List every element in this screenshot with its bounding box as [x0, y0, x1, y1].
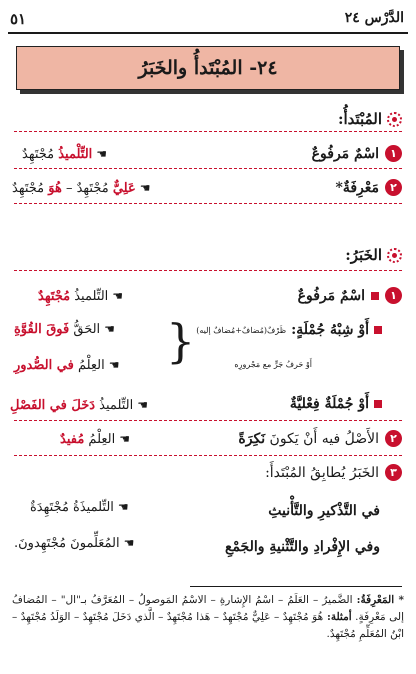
dashed-separator: [14, 131, 402, 132]
brace: {: [166, 314, 196, 368]
footnote-rule: [190, 586, 402, 587]
note: أَوْ حَرفُ جَرٍّ مع مَجْرورِه: [234, 360, 312, 369]
rule-row: [268, 500, 380, 519]
section-heading: المُبْتَدأُ:: [337, 110, 382, 128]
rule-text: في التَّذْكيرِ والتَّأْنيثِ: [268, 503, 380, 519]
rule-row: [290, 396, 382, 412]
number-badge: ٢: [385, 430, 402, 447]
page-number: ٥١: [10, 10, 27, 28]
example: ☚ التِّلميذُ مُجْتَهِدٌ: [38, 289, 124, 304]
rule-text: أَوْ جُمْلَةٌ فِعْليَّةٌ: [289, 396, 369, 412]
rule-text: وفي الإِفْرادِ والتَّثْنيةِ والجَمْعِ: [225, 539, 380, 555]
pointing-hand-icon: ☚: [96, 147, 108, 161]
rule-row: ٢ الأَصْلُ فيه أَنْ يَكونَ نَكِرَةً: [238, 430, 402, 447]
example: ☚ الحَقُّ فَوقَ القُوَّةِ: [14, 322, 115, 337]
rule-text: الخَبَرُ يُطابِقُ المُبْتَدأَ:: [265, 464, 379, 481]
footnote: * المَعْرِفَةُ: الضَّميرُ – العَلَمُ – اسْمُ الإِشارةِ – الاسْمُ المَوصولُ – المُعَرَّفُ بـ"ال" – المُضافُ إلى مَعْرِفَةٍ. أمثلة: هُوَ مُجْتَهِدٌ – عَلِيٌّ مُجْتَهِدٌ – هَذا مُجْتَهِدٌ – الَّذي دَخَلَ مُجْتَهِدٌ – الوَلَدُ مُجْتَهِدٌ – ابْنُ المُعَلِّمِ مُجْتَهِدٌ.: [12, 594, 405, 640]
dashed-separator: [14, 168, 402, 169]
rule-text: اسْمٌ مَرفُوعٌ: [311, 145, 379, 162]
flower-icon: [387, 112, 402, 127]
pointing-hand-icon: ☚: [123, 536, 135, 550]
rule-row: [196, 322, 382, 338]
rule-text: مَعْرِفَةٌ*: [335, 179, 379, 196]
header-rule: [8, 32, 408, 34]
section-heading: الخَبَرُ:: [345, 246, 382, 264]
rule-row: [298, 287, 402, 304]
pointing-hand-icon: ☚: [108, 358, 120, 372]
flower-icon: [387, 248, 402, 263]
pointing-hand-icon: ☚: [117, 500, 129, 514]
rule-row: [312, 145, 402, 162]
square-bullet: [371, 292, 379, 300]
example: ☚ التِّلميذُ دَخَلَ في الفَصْلِ: [10, 398, 149, 413]
lesson-label: الدَّرْس ٢٤: [344, 10, 404, 26]
number-badge: ٢: [385, 179, 402, 196]
pointing-hand-icon: ☚: [119, 432, 130, 446]
dashed-separator: [14, 270, 402, 271]
square-bullet: [374, 326, 382, 334]
rule-row: [225, 536, 380, 555]
example: ☚ التِّلميذَةُ مُجْتَهِدَةٌ: [30, 500, 129, 515]
pointing-hand-icon: ☚: [104, 322, 115, 336]
rule-row: [265, 464, 402, 481]
rule-text: أَوْ شِبْهُ جُمْلَةٍ:: [291, 322, 369, 338]
example: ☚ المُعَلِّمونَ مُجْتَهِدونَ.: [14, 536, 135, 551]
example: ☚ العِلْمُ مُفيدٌ: [60, 432, 130, 447]
page-title: ٢٤- المُبْتَدأُ والخَبَرُ: [16, 46, 400, 90]
example: ☚ العِلْمُ في الصُّدورِ: [14, 358, 120, 373]
section-khabar: [345, 246, 402, 264]
pointing-hand-icon: ☚: [112, 289, 124, 303]
dashed-separator: [14, 420, 402, 421]
example: ☚ عَلِيٌّ مُجْتَهِدٌ – هُوَ مُجْتَهِدٌ: [12, 181, 151, 196]
number-badge: ١: [385, 145, 402, 162]
rule-row: [336, 179, 403, 196]
square-bullet: [374, 400, 382, 408]
section-mubtada: [338, 110, 402, 128]
note: ظَرْفٌ(مُضافٌ+مُضافٌ إليه): [196, 325, 287, 335]
pointing-hand-icon: ☚: [137, 398, 149, 412]
number-badge: ١: [385, 287, 402, 304]
dashed-separator: [14, 203, 402, 204]
dashed-separator: [14, 455, 402, 456]
rule-text: اسْمٌ مَرفُوعٌ: [297, 287, 365, 304]
example: ☚ التِّلْميذُ مُجْتَهِدٌ: [22, 147, 108, 162]
pointing-hand-icon: ☚: [139, 181, 151, 195]
number-badge: ٣: [385, 464, 402, 481]
